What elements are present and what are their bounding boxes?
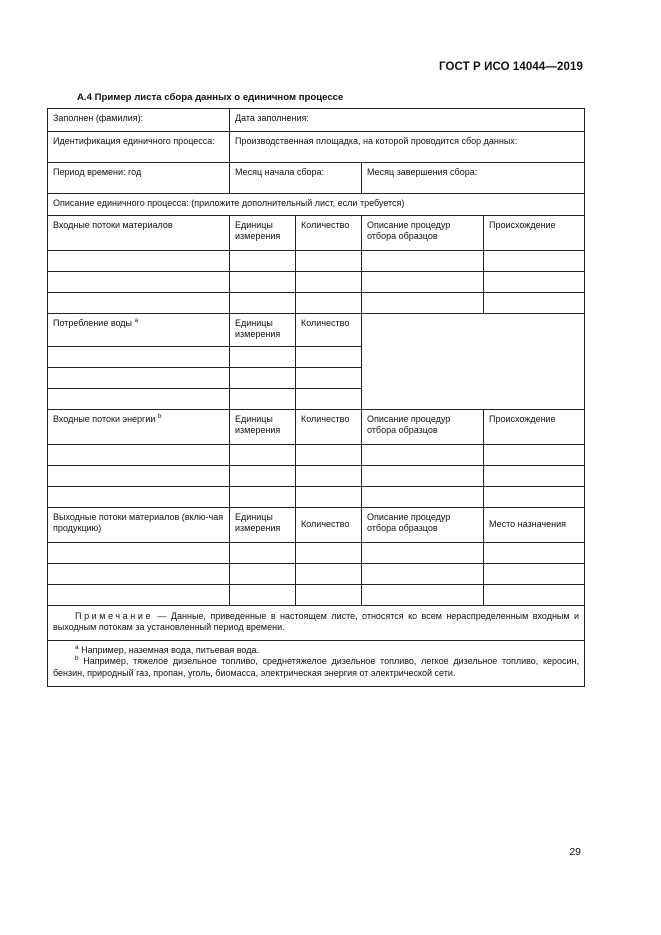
table-cell[interactable] — [48, 487, 230, 508]
water-quantity-header: Количество — [296, 314, 362, 347]
table-cell[interactable] — [48, 272, 230, 293]
table-cell[interactable] — [230, 585, 296, 606]
table-cell[interactable] — [296, 251, 362, 272]
material-inputs-units-header: Единицы измерения — [230, 216, 296, 251]
start-month-field[interactable]: Месяц начала сбора: — [230, 163, 362, 194]
table-cell[interactable] — [230, 466, 296, 487]
table-cell[interactable] — [48, 347, 230, 368]
table-cell[interactable] — [362, 293, 484, 314]
table-row — [48, 564, 585, 585]
energy-sampling-header: Описание процедур отбора образцов — [362, 410, 484, 445]
table-cell[interactable] — [230, 293, 296, 314]
page-number: 29 — [569, 846, 581, 858]
table-cell[interactable] — [362, 564, 484, 585]
table-footnotes — [48, 641, 585, 687]
table-cell[interactable] — [48, 585, 230, 606]
table-cell[interactable] — [362, 585, 484, 606]
outputs-quantity-header: Количество — [296, 508, 362, 543]
note-text: — Данные, приведенные в настоящем листе, относятся ко всем нераспределенным входным и выходным потокам за установленный период времени. — [53, 611, 580, 633]
table-cell[interactable] — [296, 272, 362, 293]
table-cell[interactable] — [484, 445, 585, 466]
table-cell[interactable] — [484, 585, 585, 606]
table-cell[interactable] — [48, 251, 230, 272]
table-cell[interactable] — [484, 543, 585, 564]
energy-units-header: Единицы измерения — [230, 410, 296, 445]
fill-date-field[interactable]: Дата заполнения: — [230, 109, 585, 132]
table-cell[interactable] — [230, 389, 296, 410]
energy-origin-header: Происхождение — [484, 410, 585, 445]
table-cell[interactable] — [362, 251, 484, 272]
table-cell[interactable] — [484, 293, 585, 314]
table-cell[interactable] — [48, 543, 230, 564]
table-row — [48, 445, 585, 466]
table-cell[interactable] — [230, 487, 296, 508]
water-units-header: Единицы измерения — [230, 314, 296, 347]
end-month-field[interactable]: Месяц завершения сбора: — [362, 163, 585, 194]
table-cell[interactable] — [230, 251, 296, 272]
table-cell[interactable] — [296, 585, 362, 606]
energy-inputs-label: Входные потоки энергии $^b$ — [48, 410, 230, 445]
table-cell[interactable] — [296, 487, 362, 508]
outputs-units-header: Единицы измерения — [230, 508, 296, 543]
footnote-b: $^b$ Например, тяжелое дизельное топливо, среднетяжелое дизельное топливо, легкое дизельное топливо, керосин, бензин, природный газ, пропан, уголь, биомасса, электрическая энергия от электрической сети. — [53, 655, 580, 678]
table-cell[interactable] — [48, 564, 230, 585]
table-cell[interactable] — [48, 293, 230, 314]
table-cell[interactable] — [296, 293, 362, 314]
table-row — [48, 293, 585, 314]
table-cell[interactable] — [362, 487, 484, 508]
process-description-field[interactable]: Описание единичного процесса: (приложите дополнительный лист, если требуется) — [48, 194, 585, 216]
table-cell[interactable] — [484, 272, 585, 293]
section-title: А.4 Пример листа сбора данных о единичном процессе — [77, 92, 344, 103]
water-consumption-label: Потребление воды $^a$ — [48, 314, 230, 347]
table-cell[interactable] — [296, 543, 362, 564]
material-inputs-sampling-header: Описание процедур отбора образцов — [362, 216, 484, 251]
table-cell[interactable] — [362, 543, 484, 564]
energy-quantity-header: Количество — [296, 410, 362, 445]
table-cell[interactable] — [48, 368, 230, 389]
material-outputs-label: Выходные потоки материалов (вклю-чая продукцию) — [48, 508, 230, 543]
table-cell[interactable] — [362, 272, 484, 293]
table-cell[interactable] — [230, 347, 296, 368]
table-cell[interactable] — [230, 564, 296, 585]
footnote-marker-a: a — [134, 317, 139, 324]
table-cell[interactable] — [230, 543, 296, 564]
data-collection-sheet — [47, 108, 585, 687]
table-cell[interactable] — [296, 466, 362, 487]
table-cell[interactable] — [296, 445, 362, 466]
table-cell[interactable] — [484, 466, 585, 487]
unit-process-id-field[interactable]: Идентификация единичного процесса: — [48, 132, 230, 163]
outputs-destination-header: Место назначения — [484, 508, 585, 543]
table-cell[interactable] — [296, 564, 362, 585]
table-cell[interactable] — [296, 389, 362, 410]
water-empty-area — [362, 314, 585, 410]
table-row — [48, 466, 585, 487]
table-row — [48, 487, 585, 508]
footnote-marker-b: b — [157, 413, 162, 420]
table-cell[interactable] — [362, 466, 484, 487]
table-cell[interactable] — [484, 487, 585, 508]
material-inputs-label: Входные потоки материалов — [48, 216, 230, 251]
footnote-a: $^a$ Например, наземная вода, питьевая вода. — [75, 644, 259, 655]
table-cell[interactable] — [484, 564, 585, 585]
outputs-sampling-header: Описание процедур отбора образцов — [362, 508, 484, 543]
table-cell[interactable] — [296, 368, 362, 389]
table-cell[interactable] — [230, 445, 296, 466]
table-row — [48, 272, 585, 293]
table-row — [48, 251, 585, 272]
table-note — [48, 606, 585, 641]
material-inputs-origin-header: Происхождение — [484, 216, 585, 251]
table-cell[interactable] — [296, 347, 362, 368]
table-cell[interactable] — [362, 445, 484, 466]
filled-by-field[interactable]: Заполнен (фамилия): — [48, 109, 230, 132]
table-cell[interactable] — [484, 251, 585, 272]
note-label: Примечание — [75, 611, 154, 621]
production-site-field[interactable]: Производственная площадка, на которой проводится сбор данных: — [230, 132, 585, 163]
material-inputs-quantity-header: Количество — [296, 216, 362, 251]
table-cell[interactable] — [48, 389, 230, 410]
table-row — [48, 585, 585, 606]
table-cell[interactable] — [230, 272, 296, 293]
table-cell[interactable] — [230, 368, 296, 389]
standard-number: ГОСТ Р ИСО 14044—2019 — [438, 61, 583, 73]
table-row — [48, 543, 585, 564]
table-cell[interactable] — [48, 466, 230, 487]
table-cell[interactable] — [48, 445, 230, 466]
time-period-field[interactable]: Период времени: год — [48, 163, 230, 194]
